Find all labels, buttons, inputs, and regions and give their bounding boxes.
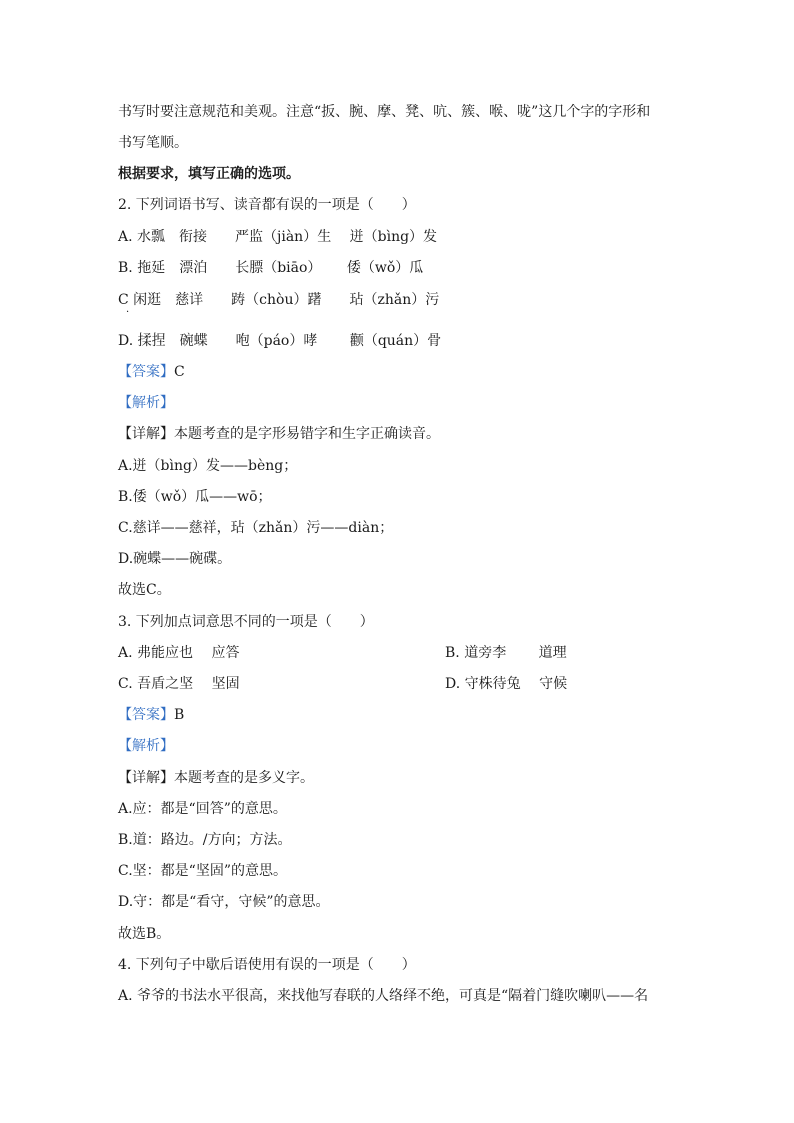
q3-detail — [118, 768, 314, 788]
q4-stem: 4. 下列句子中歇后语使用有误的一项是（ ） — [118, 957, 416, 973]
q3-explanation-b: B.道：路边。/方向；方法。 — [118, 832, 292, 848]
answer-tag: 【答案】 — [118, 707, 174, 723]
q2-explanation-a: A.迸（bìng）发——bèng； — [118, 458, 298, 474]
q3-option-c: C. 吾盾之坚 坚固 — [118, 676, 240, 692]
q3-option-a: A. 弗能应也 应答 — [118, 645, 240, 661]
q3-option-b: B. 道旁李 道理 — [445, 645, 567, 661]
q2-explanation-c: C.慈详——慈祥，玷（zhǎn）污——diàn； — [118, 520, 394, 536]
answer-value: C — [174, 364, 185, 380]
answer-tag: 【答案】 — [118, 364, 174, 380]
q3-analysis-tag: 【解析】 — [118, 738, 174, 754]
q2-answer — [118, 362, 185, 382]
q2-detail — [118, 424, 440, 444]
detail-text: 本题考查的是多义字。 — [174, 770, 314, 786]
section-instruction: 根据要求，填写正确的选项。 — [118, 166, 300, 182]
q3-explanation-d: D.守：都是“看守，守候”的意思。 — [118, 894, 330, 910]
q2-option-c: C 闲逛 慈详 踌（chòu）躇 玷（zhǎn）污 — [118, 292, 440, 308]
q3-explanation-a: A.应：都是“回答”的意思。 — [118, 801, 287, 817]
q2-option-d: D. 揉捏 碗蝶 咆（páo）哮 颧（quán）骨 — [118, 333, 442, 349]
q3-explanation-c: C.坚：都是“坚固”的意思。 — [118, 863, 287, 879]
intro-line-2: 书写笔顺。 — [118, 135, 188, 151]
answer-value: B — [174, 707, 185, 723]
q3-options-row-1 — [118, 643, 239, 663]
q3-options-row-2 — [118, 674, 240, 694]
q3-conclusion: 故选B。 — [118, 926, 171, 942]
emphasis-dot: · — [126, 307, 130, 318]
detail-text: 本题考查的是字形易错字和生字正确读音。 — [174, 426, 440, 442]
q2-conclusion: 故选C。 — [118, 582, 171, 598]
detail-tag: 【详解】 — [118, 770, 174, 786]
q2-stem: 2. 下列词语书写、读音都有误的一项是（ ） — [118, 197, 416, 213]
q2-option-b: B. 拖延 漂泊 长膘（biāo） 倭（wǒ）瓜 — [118, 260, 424, 276]
q4-option-a: A. 爷爷的书法水平很高，来找他写春联的人络绎不绝，可真是“隔着门缝吹喇叭——名 — [118, 988, 649, 1004]
q2-explanation-d: D.碗蝶——碗碟。 — [118, 551, 232, 567]
q2-analysis-tag: 【解析】 — [118, 395, 174, 411]
q2-option-a: A. 水瓢 衔接 严监（jiàn）生 迸（bìng）发 — [118, 229, 438, 245]
detail-tag: 【详解】 — [118, 426, 174, 442]
intro-line-1: 书写时要注意规范和美观。注意“扳、腕、摩、凳、吭、簇、喉、咙”这几个字的字形和 — [118, 104, 651, 120]
q3-answer — [118, 705, 184, 725]
q3-option-d: D. 守株待兔 守候 — [445, 676, 568, 692]
q3-stem: 3. 下列加点词意思不同的一项是（ ） — [118, 614, 374, 630]
q2-explanation-b: B.倭（wǒ）瓜——wō； — [118, 489, 272, 505]
